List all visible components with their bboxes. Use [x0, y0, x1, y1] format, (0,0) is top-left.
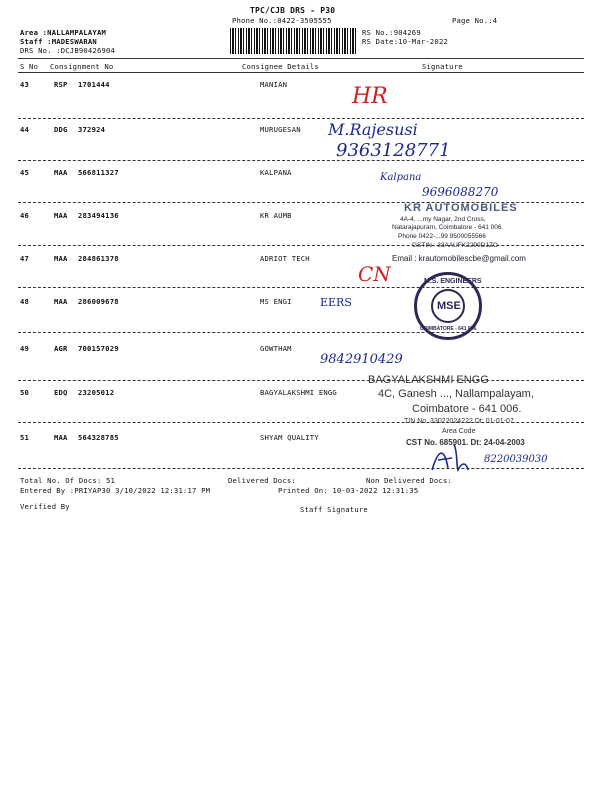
kr-stamp-address2: Natarajapuram, Coimbatore - 641 006. [392, 224, 504, 231]
seal-top-text: M.S. ENGINEERS [424, 278, 482, 285]
signature-row43: HR [352, 84, 388, 109]
signature-row51-phone: 8220039030 [484, 454, 548, 465]
kr-stamp-name: KR AUTOMOBILES [404, 202, 518, 214]
signature-row44-name: M.Rajesusi [328, 120, 418, 139]
columns-rule [18, 72, 584, 73]
row-prefix: MAA [54, 433, 68, 442]
bag-stamp-address1: 4C, Ganesh ..., Nallampalayam, [378, 388, 534, 400]
row-consignee: MANIAN [260, 80, 288, 89]
bag-stamp-address2: Coimbatore - 641 006. [412, 403, 522, 415]
row-divider [18, 332, 584, 333]
row-consignee: KALPANA [260, 168, 292, 177]
row-prefix: MAA [54, 297, 68, 306]
row-consignee: MURUGESAN [260, 125, 301, 134]
rs-number: RS No.:904269 [362, 28, 421, 37]
rs-date: RS Date:10-Mar-2022 [362, 37, 449, 46]
row-prefix: MAA [54, 168, 68, 177]
phone-number: Phone No.:0422-3505555 [232, 16, 332, 25]
header-rule [18, 58, 584, 59]
row-divider [18, 160, 584, 161]
bag-stamp-cst: CST No. 685901. Dt: 24-04-2003 [406, 438, 525, 447]
printed-on: Printed On: 10-03-2022 12:31:35 [278, 486, 419, 495]
signature-row45-name: Kalpana [380, 172, 422, 183]
signature-row49-phone: 9842910429 [320, 352, 403, 367]
seal-center-text: MSE [437, 300, 461, 312]
verified-by: Verified By [20, 502, 70, 511]
signature-row45-phone: 9696088270 [422, 185, 499, 199]
row-consignment-no: 283494136 [78, 211, 119, 220]
bag-stamp-name: BAGYALAKSHMI ENGG [368, 374, 489, 386]
signature-row44-phone: 9363128771 [336, 140, 451, 161]
report-title: TPC/CJB DRS - P30 [250, 6, 336, 15]
row-divider [18, 287, 584, 288]
row-consignee: BAGYALAKSHMI ENGG [260, 388, 337, 397]
row-consignment-no: 566811327 [78, 168, 119, 177]
row-consignment-no: 372924 [78, 125, 106, 134]
total-docs: Total No. Of Docs: 51 [20, 476, 116, 485]
col-sno: S No [20, 62, 39, 71]
row-prefix: RSP [54, 80, 68, 89]
row-prefix: MAA [54, 211, 68, 220]
row-sno: 49 [20, 344, 30, 353]
bag-stamp-area-code: Area Code [442, 428, 476, 435]
row-consignee: GOWTHAM [260, 344, 292, 353]
bag-stamp-tin: TIN No. 33022024222 Dt: 01-01-07. [404, 418, 516, 425]
row-consignment-no: 286009678 [78, 297, 119, 306]
col-consignment: Consignment No [50, 62, 114, 71]
row-prefix: MAA [54, 254, 68, 263]
row-sno: 51 [20, 433, 30, 442]
col-consignee: Consignee Details [242, 62, 319, 71]
row-consignee: SHYAM QUALITY [260, 433, 319, 442]
row-sno: 47 [20, 254, 30, 263]
signature-row51 [428, 440, 488, 474]
row-consignment-no: 284861378 [78, 254, 119, 263]
barcode-image [230, 28, 356, 54]
row-consignee: KR AUMB [260, 211, 292, 220]
kr-stamp-address1: 4A-4, ...my Nagar, 2nd Cross, [400, 216, 486, 223]
non-delivered-docs: Non Delivered Docs: [366, 476, 453, 485]
row-consignee: MS ENGI [260, 297, 292, 306]
row-sno: 50 [20, 388, 30, 397]
page-number: Page No.:4 [452, 16, 498, 25]
row-divider [18, 118, 584, 119]
kr-stamp-email: Email : krautomobilescbe@gmail.com [392, 254, 526, 263]
row-sno: 44 [20, 125, 30, 134]
row-consignment-no: 1701444 [78, 80, 110, 89]
row-consignment-no: 23205012 [78, 388, 115, 397]
staff-label: Staff :MADESWARAN [20, 37, 97, 46]
area-label: Area :NALLAMPALAYAM [20, 28, 107, 37]
row-prefix: EDQ [54, 388, 68, 397]
row-prefix: AGR [54, 344, 68, 353]
seal-bottom-text: COIMBATORE - 641 006 [420, 326, 477, 332]
row-sno: 45 [20, 168, 30, 177]
row-consignment-no: 700157029 [78, 344, 119, 353]
col-signature: Signature [422, 62, 463, 71]
row-sno: 48 [20, 297, 30, 306]
row-divider [18, 468, 584, 469]
kr-stamp-gstin: GSTIN : 33AAUFK2290D1ZO [412, 242, 498, 249]
row-sno: 43 [20, 80, 30, 89]
entered-by: Entered By :PRIYAP30 3/10/2022 12:31:17 PM [20, 486, 211, 495]
kr-stamp-phone: Phone 0422-...99 9500055566 [398, 233, 486, 240]
row-divider [18, 380, 584, 381]
signature-row47: CN [358, 262, 391, 286]
row-divider [18, 245, 584, 246]
row-prefix: DDG [54, 125, 68, 134]
row-sno: 46 [20, 211, 30, 220]
row-consignment-no: 564328785 [78, 433, 119, 442]
row-consignee: ADRIOT TECH [260, 254, 310, 263]
signature-row48-suffix: EERS [320, 296, 352, 309]
staff-signature: Staff Signature [300, 505, 368, 514]
drs-number: DRS No. :DCJB90426904 [20, 46, 116, 55]
delivered-docs: Delivered Docs: [228, 476, 296, 485]
